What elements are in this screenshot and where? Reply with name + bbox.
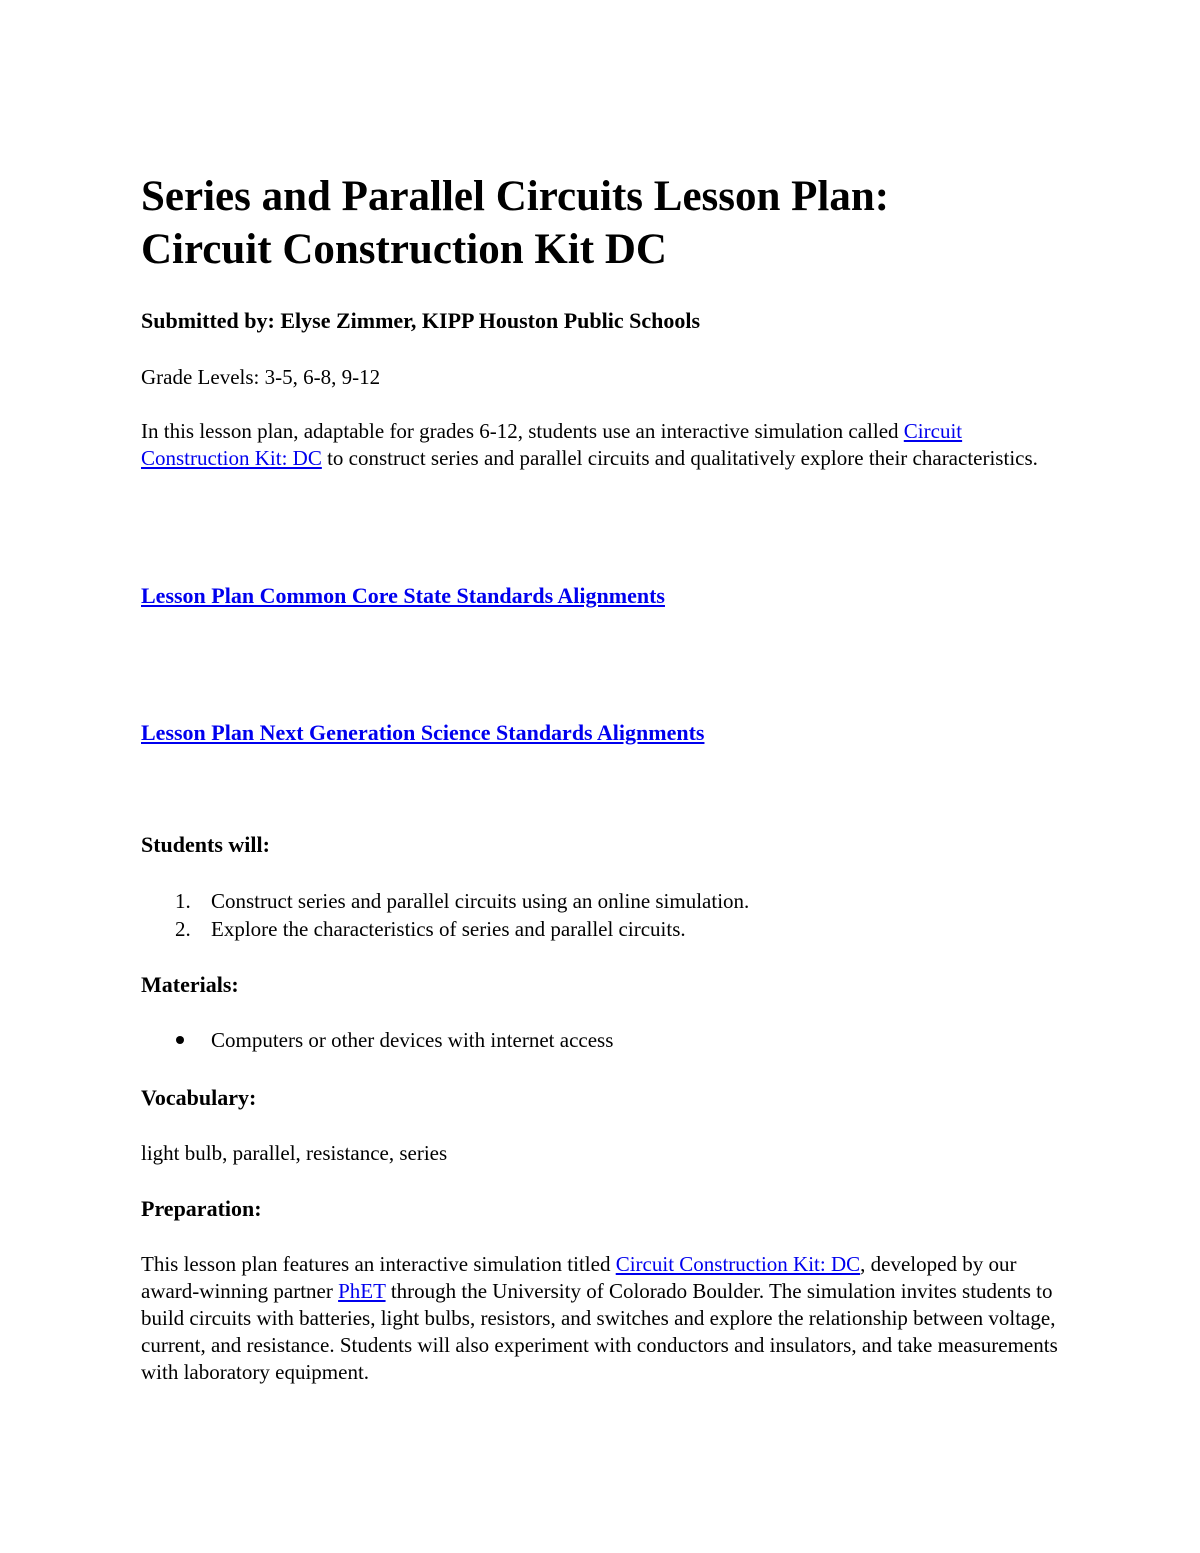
preparation-text-1: This lesson plan features an interactive simulation titled xyxy=(141,1252,616,1276)
objectives-list xyxy=(141,887,1041,943)
list-item xyxy=(141,1026,1041,1054)
common-core-standards-link[interactable]: Lesson Plan Common Core State Standards Alignments xyxy=(141,583,665,608)
intro-text-after: to construct series and parallel circuits and qualitatively explore their characteristics. xyxy=(321,446,1038,470)
preparation-text-3: through the University of Colorado Boulder. The simulation invites students to build circuits with batteries, light bulbs, resistors, and switches and explore the relationship between voltage, current, and resistance. Students will also experiment with conductors and insulators, and take measurements with laboratory equipment. xyxy=(141,1279,1058,1384)
materials-list xyxy=(141,1026,1041,1054)
list-item-text: Computers or other devices with internet access xyxy=(211,1028,614,1052)
materials-heading: Materials: xyxy=(141,972,239,997)
page-title xyxy=(141,170,1061,276)
cck-dc-link-2[interactable]: Circuit Construction Kit: DC xyxy=(615,1252,861,1276)
list-item-text: Construct series and parallel circuits using an online simulation. xyxy=(211,889,750,913)
vocabulary-heading: Vocabulary: xyxy=(141,1085,257,1110)
preparation-paragraph xyxy=(141,1251,1061,1386)
intro-text-before: In this lesson plan, adaptable for grades 6-12, students use an interactive simulation called xyxy=(141,419,904,443)
preparation-text-2: , developed by our award-winning partner xyxy=(141,1252,1017,1303)
ngss-standards-link[interactable]: Lesson Plan Next Generation Science Standards Alignments xyxy=(141,720,705,745)
title-line-2: Circuit Construction Kit DC xyxy=(141,226,667,273)
grade-levels: Grade Levels: 3-5, 6-8, 9-12 xyxy=(141,365,381,389)
list-item xyxy=(141,915,1041,943)
phet-link[interactable]: PhET xyxy=(338,1279,386,1303)
vocabulary-text: light bulb, parallel, resistance, series xyxy=(141,1141,448,1165)
list-item-text: Explore the characteristics of series and parallel circuits. xyxy=(211,917,686,941)
students-will-heading: Students will: xyxy=(141,832,270,857)
cck-dc-link[interactable]: Circuit Construction Kit: DC xyxy=(141,419,963,470)
document-page xyxy=(141,170,1061,1384)
submitted-by: Submitted by: Elyse Zimmer, KIPP Houston Public Schools xyxy=(141,308,701,333)
list-item xyxy=(141,887,1041,915)
title-line-1: Series and Parallel Circuits Lesson Plan: xyxy=(141,173,890,220)
preparation-heading: Preparation: xyxy=(141,1196,262,1221)
list-marker: 2. xyxy=(175,917,191,941)
list-marker: 1. xyxy=(175,889,191,913)
intro-paragraph xyxy=(141,418,1041,472)
bullet-icon xyxy=(176,1036,184,1044)
